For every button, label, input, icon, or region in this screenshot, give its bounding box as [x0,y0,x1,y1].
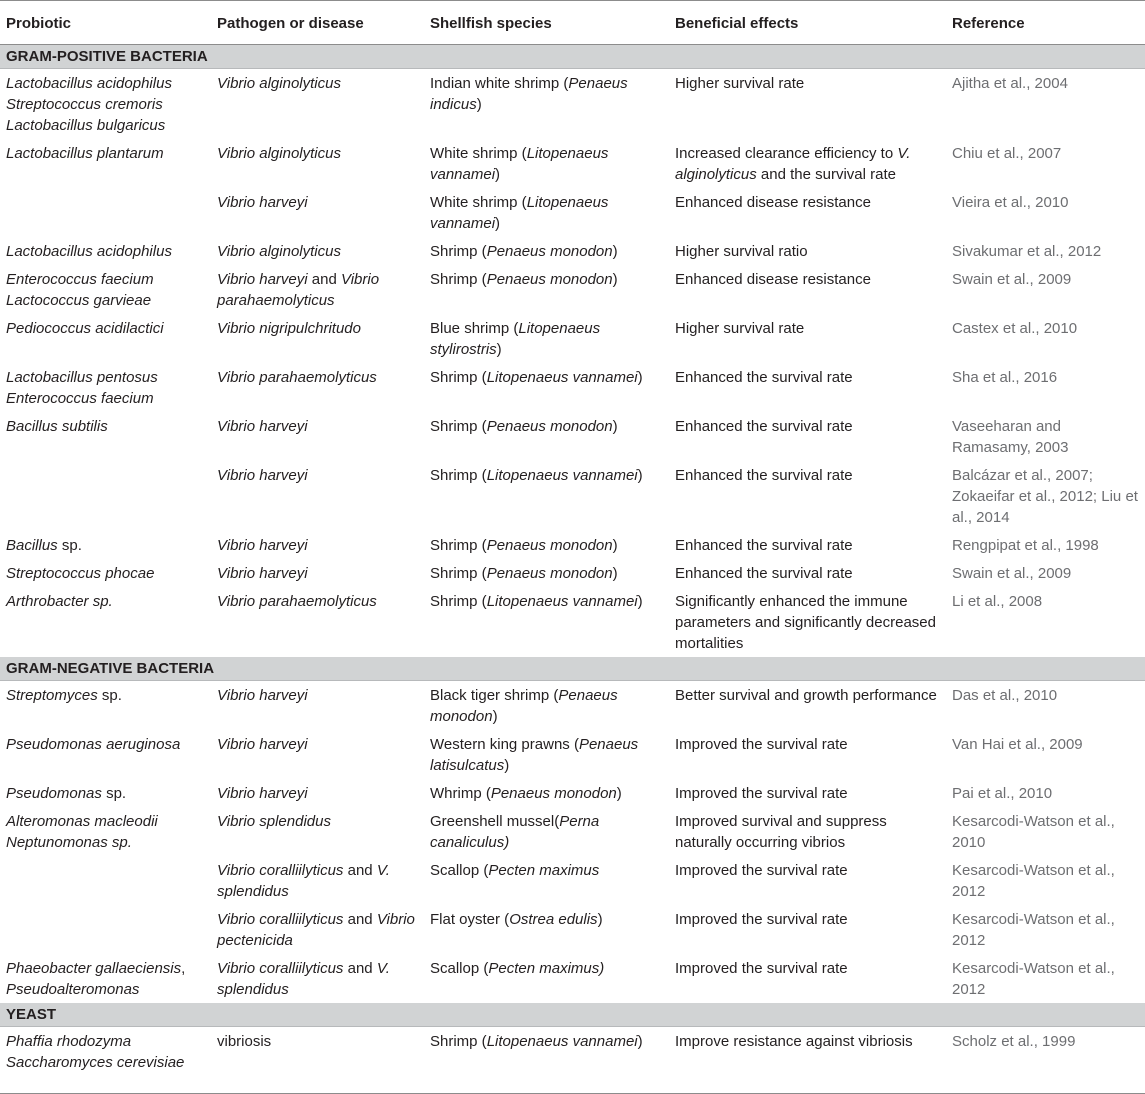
pathogen-name: Vibrio nigripulchritudo [217,320,361,337]
cell-species [424,314,669,363]
probiotic-line [6,241,205,262]
effects-text: Enhanced the survival rate [675,537,853,554]
cell-species [424,807,669,856]
table-row [0,69,1145,140]
pathogen-conj: and [343,960,377,977]
cell-reference: Pai et al., 2010 [952,785,1053,802]
probiotic-line [6,416,205,437]
pathogen-name: Vibrio coralliilyticus [217,960,344,977]
species-scientific: Penaeus monodon [486,418,613,435]
pathogen-name: Vibrio harveyi [217,785,308,802]
cell-pathogen [211,905,424,954]
section-title: YEAST [0,1003,1145,1027]
cell-pathogen [211,587,424,657]
species-end: ) [496,341,502,358]
cell-pathogen [211,779,424,807]
header-effects: Beneficial effects [669,1,946,45]
effects-text: Enhanced the survival rate [675,467,853,484]
cell-probiotic [0,412,211,461]
cell-species [424,905,669,954]
cell-reference: Swain et al., 2009 [952,565,1072,582]
probiotic-line [6,811,205,832]
species-common: Shrimp ( [430,537,487,554]
cell-effects [669,531,946,559]
cell-species [424,139,669,188]
probiotic-line [6,832,205,853]
species-common: Black tiger shrimp ( [430,687,559,704]
table-row [0,363,1145,412]
species-end: ) [616,785,622,802]
cell-effects [669,314,946,363]
species-common: Scallop ( [430,862,489,879]
species-common: Shrimp ( [430,243,487,260]
probiotic-name: Enterococcus faecium [6,271,154,288]
probiotic-line [6,1052,205,1073]
species-scientific: Litopenaeus vannamei [486,593,638,610]
probiotic-name: Pseudomonas [6,785,102,802]
cell-pathogen [211,237,424,265]
probiotic-line [6,958,205,979]
species-common: Shrimp ( [430,1033,487,1050]
species-end: ) [597,911,603,928]
species-scientific: Ostrea edulis [509,911,598,928]
table-row [0,807,1145,856]
table-body [0,45,1145,1094]
cell-probiotic [0,237,211,265]
species-common: White shrimp ( [430,194,527,211]
cell-effects [669,587,946,657]
probiotic-name: Lactococcus garvieae [6,292,152,309]
cell-reference: Vaseeharan and Ramasamy, 2003 [952,418,1069,456]
cell-species [424,779,669,807]
effects-text: Enhanced disease resistance [675,271,871,288]
cell-reference: Chiu et al., 2007 [952,145,1062,162]
cell-pathogen [211,412,424,461]
cell-species [424,954,669,1003]
table-row [0,905,1145,954]
table-row [0,265,1145,314]
pathogen-name-2: V. splendidus [217,862,390,900]
cell-species [424,412,669,461]
probiotic-name: Lactobacillus pentosus [6,369,158,386]
table-row [0,139,1145,188]
species-common: Scallop ( [430,960,489,977]
species-end: ) [495,215,501,232]
cell-effects [669,69,946,140]
pathogen-name: Vibrio harveyi [217,467,308,484]
effects-text: Significantly enhanced the immune parameters and significantly decreased mortalities [675,593,936,652]
probiotic-name: Neptunomonas sp. [6,834,132,851]
cell-reference: Sha et al., 2016 [952,369,1058,386]
probiotic-name: Pediococcus acidilactici [6,320,164,337]
cell-reference: Castex et al., 2010 [952,320,1078,337]
effects-text: Better survival and growth performance [675,687,937,704]
cell-pathogen [211,188,424,237]
probiotic-name: Bacillus subtilis [6,418,108,435]
cell-pathogen [211,1027,424,1094]
pathogen-name: Vibrio harveyi [217,194,308,211]
species-end: ) [495,166,501,183]
cell-species [424,559,669,587]
header-row [0,1,1145,45]
cell-effects [669,905,946,954]
pathogen-name: Vibrio coralliilyticus [217,911,344,928]
table-row [0,314,1145,363]
cell-effects [669,681,946,731]
cell-reference: Das et al., 2010 [952,687,1058,704]
table-row [0,559,1145,587]
cell-pathogen [211,730,424,779]
species-common: Shrimp ( [430,271,487,288]
cell-effects [669,730,946,779]
pathogen-name-2: Vibrio parahaemolyticus [217,271,380,309]
cell-species [424,587,669,657]
cell-pathogen [211,559,424,587]
probiotic-line [6,73,205,94]
pathogen-name: Vibrio harveyi [217,271,308,288]
species-scientific: Pecten maximus) [488,960,605,977]
probiotic-line [6,591,205,612]
species-scientific: Penaeus monodon [486,537,613,554]
pathogen-name: Vibrio harveyi [217,687,308,704]
cell-pathogen [211,363,424,412]
cell-effects [669,188,946,237]
species-scientific: Penaeus monodon [430,687,618,725]
cell-effects [669,265,946,314]
pathogen-name: Vibrio harveyi [217,565,308,582]
probiotic-line [6,535,205,556]
cell-effects [669,461,946,531]
cell-reference: Sivakumar et al., 2012 [952,243,1102,260]
species-common: Shrimp ( [430,369,487,386]
cell-pathogen [211,531,424,559]
cell-effects [669,856,946,905]
cell-reference: Kesarcodi-Watson et al., 2012 [952,862,1115,900]
pathogen-name: Vibrio alginolyticus [217,145,341,162]
probiotic-name: Enterococcus faecium [6,390,154,407]
probiotic-comma: , [181,960,186,977]
cell-reference: Balcázar et al., 2007; Zokaeifar et al., 2012; Liu et al., 2014 [952,467,1138,526]
pathogen-name: Vibrio parahaemolyticus [217,593,377,610]
table-row [0,188,1145,237]
probiotic-name: Lactobacillus bulgaricus [6,117,166,134]
pathogen-name: vibriosis [217,1033,272,1050]
pathogen-name-2: Vibrio pectenicida [217,911,415,949]
species-scientific: Litopenaeus vannamei [486,467,638,484]
probiotic-name: Streptococcus phocae [6,565,155,582]
effects-text: Higher survival rate [675,320,805,337]
cell-effects [669,363,946,412]
probiotic-name: Lactobacillus acidophilus [6,243,172,260]
cell-reference: Li et al., 2008 [952,593,1043,610]
cell-reference: Van Hai et al., 2009 [952,736,1083,753]
cell-probiotic [0,559,211,587]
effects-text: Enhanced the survival rate [675,369,853,386]
probiotic-name: Saccharomyces cerevisiae [6,1054,185,1071]
effects-text: Higher survival ratio [675,243,808,260]
table-row [0,856,1145,905]
probiotic-line [6,388,205,409]
table-row [0,587,1145,657]
cell-probiotic [0,363,211,412]
effects-text: Improved the survival rate [675,785,848,802]
cell-species [424,265,669,314]
cell-probiotic [0,531,211,559]
cell-species [424,1027,669,1094]
cell-effects [669,954,946,1003]
effects-text: Higher survival rate [675,75,805,92]
cell-reference: Rengpipat et al., 1998 [952,537,1099,554]
cell-probiotic [0,587,211,657]
species-common: Greenshell mussel( [430,813,560,830]
cell-probiotic [0,265,211,314]
cell-probiotic [0,188,211,237]
cell-reference: Kesarcodi-Watson et al., 2012 [952,960,1115,998]
cell-probiotic [0,681,211,731]
cell-probiotic [0,807,211,856]
cell-pathogen [211,314,424,363]
pathogen-name: Vibrio harveyi [217,537,308,554]
species-end: ) [637,1033,643,1050]
cell-reference: Vieira et al., 2010 [952,194,1069,211]
cell-probiotic [0,905,211,954]
cell-pathogen [211,461,424,531]
probiotic-name: Arthrobacter sp. [6,593,113,610]
species-scientific: Litopenaeus vannamei [486,369,638,386]
probiotic-name: Alteromonas macleodii [6,813,158,830]
probiotic-suffix: sp. [97,687,122,704]
section-row [0,45,1145,69]
species-scientific: Litopenaeus stylirostris [430,320,601,358]
probiotic-line [6,1031,205,1052]
species-end: ) [612,565,618,582]
cell-probiotic [0,730,211,779]
probiotic-line [6,783,205,804]
probiotic-name: Phaffia rhodozyma [6,1033,132,1050]
pathogen-name: Vibrio alginolyticus [217,243,341,260]
cell-species [424,363,669,412]
species-scientific: Penaeus monodon [490,785,617,802]
cell-probiotic [0,69,211,140]
pathogen-name: Vibrio coralliilyticus [217,862,344,879]
section-row [0,1003,1145,1027]
effects-text: Improved the survival rate [675,960,848,977]
cell-probiotic [0,1027,211,1094]
table-row [0,531,1145,559]
effects-text: Enhanced disease resistance [675,194,871,211]
table-row [0,730,1145,779]
probiotic-line [6,290,205,311]
table-row [0,954,1145,1003]
species-end: ) [612,243,618,260]
effects-text: Increased clearance efficiency to [675,145,898,162]
species-end: ) [637,593,643,610]
species-common: Shrimp ( [430,467,487,484]
species-scientific: Perna canaliculus) [430,813,600,851]
effects-end: and the survival rate [756,166,896,183]
species-end: ) [492,708,498,725]
cell-probiotic [0,314,211,363]
cell-species [424,856,669,905]
cell-species [424,681,669,731]
effects-text: Enhanced the survival rate [675,418,853,435]
species-common: Flat oyster ( [430,911,510,928]
cell-pathogen [211,681,424,731]
cell-reference: Swain et al., 2009 [952,271,1072,288]
species-scientific: Litopenaeus vannamei [486,1033,638,1050]
effects-text: Improve resistance against vibriosis [675,1033,913,1050]
cell-species [424,531,669,559]
cell-effects [669,779,946,807]
species-end: ) [612,418,618,435]
effects-text: Improved the survival rate [675,862,848,879]
cell-reference: Ajitha et al., 2004 [952,75,1068,92]
species-end: ) [476,96,482,113]
cell-pathogen [211,69,424,140]
species-end: ) [612,271,618,288]
probiotic-name: Bacillus [6,537,58,554]
table-row [0,681,1145,731]
cell-pathogen [211,265,424,314]
cell-species [424,237,669,265]
probiotic-line [6,734,205,755]
species-common: Indian white shrimp ( [430,75,569,92]
cell-effects [669,237,946,265]
table-row [0,1027,1145,1094]
cell-pathogen [211,954,424,1003]
species-scientific: Penaeus monodon [486,565,613,582]
cell-probiotic [0,139,211,188]
probiotic-line [6,367,205,388]
probiotic-name: Pseudomonas aeruginosa [6,736,181,753]
effects-text: Enhanced the survival rate [675,565,853,582]
cell-reference: Kesarcodi-Watson et al., 2012 [952,911,1115,949]
pathogen-name: Vibrio splendidus [217,813,331,830]
probiotic-line [6,318,205,339]
probiotic-suffix: sp. [101,785,127,802]
header-reference: Reference [946,1,1145,45]
probiotic-line [6,685,205,706]
cell-effects [669,412,946,461]
cell-species [424,188,669,237]
species-common: Shrimp ( [430,593,487,610]
species-common: White shrimp ( [430,145,527,162]
species-end: ) [637,467,643,484]
probiotic-name: Lactobacillus acidophilus [6,75,172,92]
table-row [0,412,1145,461]
cell-effects [669,1027,946,1094]
species-scientific: Penaeus monodon [486,271,613,288]
cell-effects [669,139,946,188]
species-common: Shrimp ( [430,565,487,582]
probiotic-line [6,115,205,136]
species-common: Blue shrimp ( [430,320,519,337]
effects-text: Improved the survival rate [675,911,848,928]
cell-pathogen [211,139,424,188]
cell-species [424,461,669,531]
section-title: GRAM-POSITIVE BACTERIA [0,45,1145,69]
species-common: Western king prawns ( [430,736,579,753]
species-scientific: Penaeus indicus [430,75,628,113]
species-scientific: Litopenaeus vannamei [430,194,609,232]
cell-reference: Scholz et al., 1999 [946,1027,1145,1094]
species-end: ) [637,369,643,386]
probiotic-line [6,269,205,290]
probiotic-name: Streptomyces [6,687,98,704]
species-common: Shrimp ( [430,418,487,435]
species-end: ) [612,537,618,554]
species-common: Whrimp ( [430,785,491,802]
cell-pathogen [211,807,424,856]
probiotic-suffix: sp. [57,537,82,554]
cell-probiotic [0,779,211,807]
probiotic-line [6,979,205,1000]
cell-pathogen [211,856,424,905]
cell-reference: Kesarcodi-Watson et al., 2010 [952,813,1115,851]
header-species: Shellfish species [424,1,669,45]
cell-probiotic [0,856,211,905]
table-row [0,237,1145,265]
species-scientific: Pecten maximus [488,862,600,879]
pathogen-conj: and [343,911,377,928]
cell-species [424,69,669,140]
probiotic-line [6,94,205,115]
pathogen-conj: and [307,271,341,288]
pathogen-name: Vibrio parahaemolyticus [217,369,377,386]
probiotic-name: Lactobacillus plantarum [6,145,164,162]
pathogen-name: Vibrio harveyi [217,418,308,435]
cell-effects [669,807,946,856]
cell-effects [669,559,946,587]
pathogen-name: Vibrio harveyi [217,736,308,753]
probiotic-name: Streptococcus cremoris [6,96,163,113]
probiotic-name: Pseudoalteromonas [6,981,140,998]
pathogen-name-2: V. splendidus [217,960,390,998]
species-scientific: Litopenaeus vannamei [430,145,609,183]
probiotic-name: Phaeobacter gallaeciensis [6,960,182,977]
probiotic-line [6,563,205,584]
header-probiotic: Probiotic [0,1,211,45]
table-row [0,461,1145,531]
header-pathogen: Pathogen or disease [211,1,424,45]
effects-text: Improved the survival rate [675,736,848,753]
pathogen-name: Vibrio alginolyticus [217,75,341,92]
cell-species [424,730,669,779]
cell-probiotic [0,954,211,1003]
section-title: GRAM-NEGATIVE BACTERIA [0,657,1145,681]
effects-text: Improved survival and suppress naturally occurring vibrios [675,813,887,851]
effects-scientific: V. alginolyticus [675,145,911,183]
table-row [0,779,1145,807]
species-end: ) [504,757,510,774]
cell-probiotic [0,461,211,531]
pathogen-conj: and [343,862,377,879]
species-scientific: Penaeus monodon [486,243,613,260]
section-row [0,657,1145,681]
probiotic-line [6,143,205,164]
species-scientific: Penaeus latisulcatus [430,736,639,774]
